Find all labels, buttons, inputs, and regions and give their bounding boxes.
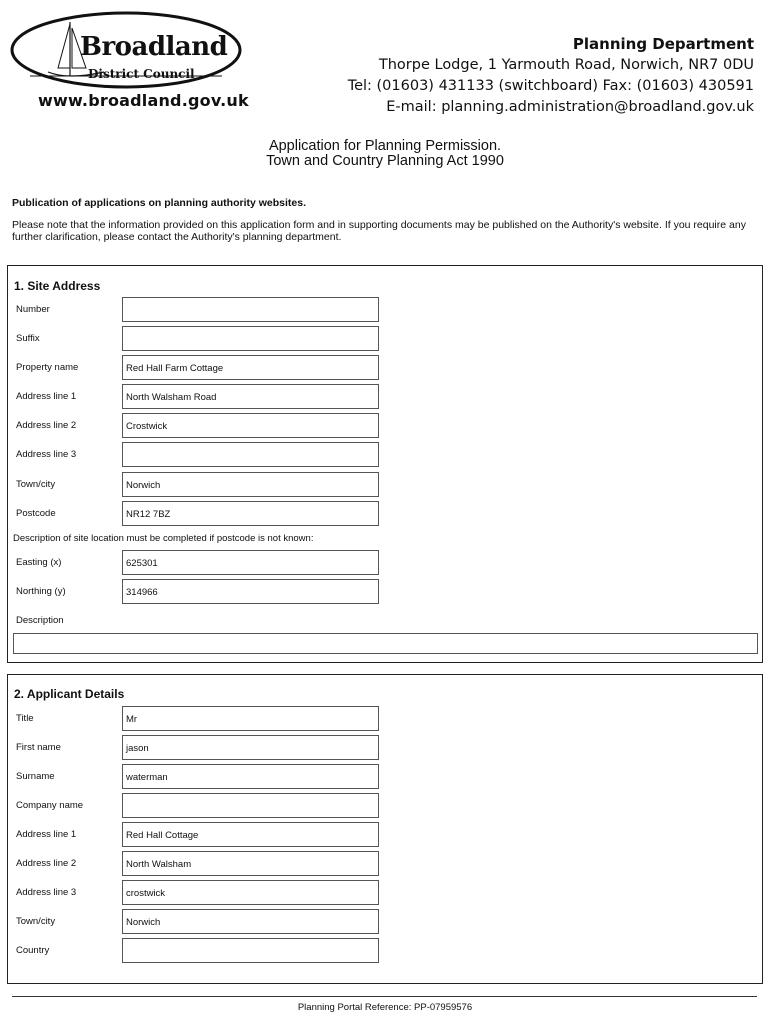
publication-text: Please note that the information provided on this application form and in supporting documents may be published on the Authority's website. If you require any further clarification, please contact the Authority's planning department.: [12, 219, 746, 243]
applicant-address-line-2-input[interactable]: North Walsham: [122, 851, 379, 876]
location-note: Description of site location must be completed if postcode is not known:: [13, 533, 314, 544]
field-label: Number: [16, 304, 50, 315]
field-address-line-1: [8, 384, 762, 409]
field-country: [8, 938, 762, 963]
field-label: Address line 1: [16, 829, 77, 840]
field-label: Address line 3: [16, 449, 77, 460]
field-label: Address line 3: [16, 887, 77, 898]
field-label: Town/city: [16, 479, 56, 490]
field-label: Town/city: [16, 916, 56, 927]
field-suffix: [8, 326, 762, 351]
department-address: Thorpe Lodge, 1 Yarmouth Road, Norwich, NR7 0DU: [378, 57, 754, 73]
field-address-line-3: [8, 442, 762, 467]
department-email: E-mail: planning.administration@broadland.gov.uk: [386, 99, 754, 115]
council-logo: [8, 10, 248, 95]
first-name-input[interactable]: jason: [122, 735, 379, 760]
address-line-2-input[interactable]: Crostwick: [122, 413, 379, 438]
footer-divider: [12, 996, 757, 997]
form-title-line2: Town and Country Planning Act 1990: [266, 153, 504, 169]
town-city-input[interactable]: Norwich: [122, 472, 379, 497]
field-label: Surname: [16, 771, 55, 782]
logo-name: Broadland: [80, 32, 228, 62]
description-input[interactable]: [13, 633, 758, 654]
field-label: Company name: [16, 800, 84, 811]
address-line-3-input[interactable]: [122, 442, 379, 467]
suffix-input[interactable]: [122, 326, 379, 351]
applicant-address-line-3-input[interactable]: crostwick: [122, 880, 379, 905]
field-address-line-2: [8, 413, 762, 438]
field-easting: [8, 550, 762, 575]
easting-input[interactable]: 625301: [122, 550, 379, 575]
field-label: Title: [16, 713, 34, 724]
field-label: Northing (y): [16, 586, 66, 597]
field-property-name: [8, 355, 762, 380]
publication-heading: Publication of applications on planning authority websites.: [12, 197, 307, 209]
field-label: Country: [16, 945, 50, 956]
field-label: Easting (x): [16, 557, 62, 568]
field-surname: [8, 764, 762, 789]
department-contact: [348, 34, 754, 118]
field-town-city: [8, 472, 762, 497]
field-town-city: [8, 909, 762, 934]
field-label: Address line 2: [16, 858, 77, 869]
address-line-1-input[interactable]: North Walsham Road: [122, 384, 379, 409]
field-company-name: [8, 793, 762, 818]
field-label: Property name: [16, 362, 79, 373]
department-phone: Tel: (01603) 431133 (switchboard) Fax: (01603) 430591: [347, 78, 754, 94]
department-title: Planning Department: [572, 35, 754, 53]
postcode-input[interactable]: NR12 7BZ: [122, 501, 379, 526]
field-label: Address line 1: [16, 391, 77, 402]
field-label: Suffix: [16, 333, 40, 344]
field-postcode: [8, 501, 762, 526]
field-address-line-3: [8, 880, 762, 905]
applicant-town-city-input[interactable]: Norwich: [122, 909, 379, 934]
council-website: www.broadland.gov.uk: [38, 91, 249, 110]
field-northing: [8, 579, 762, 604]
field-address-line-1: [8, 822, 762, 847]
company-name-input[interactable]: [122, 793, 379, 818]
field-label: First name: [16, 742, 61, 753]
country-input[interactable]: [122, 938, 379, 963]
field-label: Description: [16, 615, 64, 626]
site-address-section: [7, 265, 763, 663]
section-title: 1. Site Address: [14, 279, 101, 293]
field-label: Postcode: [16, 508, 56, 519]
northing-input[interactable]: 314966: [122, 579, 379, 604]
applicant-details-section: [7, 674, 763, 984]
applicant-address-line-1-input[interactable]: Red Hall Cottage: [122, 822, 379, 847]
title-input[interactable]: Mr: [122, 706, 379, 731]
field-address-line-2: [8, 851, 762, 876]
section-title: 2. Applicant Details: [14, 687, 125, 701]
field-first-name: [8, 735, 762, 760]
logo-subtitle: District Council: [88, 67, 195, 81]
field-label: Address line 2: [16, 420, 77, 431]
number-input[interactable]: [122, 297, 379, 322]
portal-reference: Planning Portal Reference: PP-07959576: [297, 1002, 473, 1013]
surname-input[interactable]: waterman: [122, 764, 379, 789]
form-title-line1: Application for Planning Permission.: [268, 138, 502, 154]
property-name-input[interactable]: Red Hall Farm Cottage: [122, 355, 379, 380]
field-number: [8, 297, 762, 322]
form-title: [0, 139, 770, 169]
field-description: [8, 608, 762, 633]
field-title: [8, 706, 762, 731]
